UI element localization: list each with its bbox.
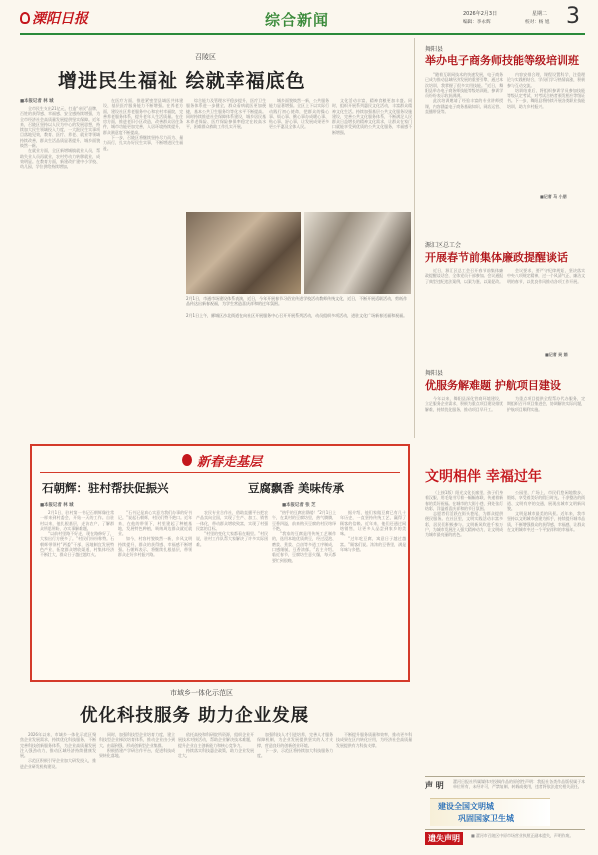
civilization-banner xyxy=(430,798,550,826)
feature-col2: “石书记是真心实意为我们办事的好书记。”说起石朝辉，村民们赞不绝口。近年来，在他的带领下，村里建起了种植基地，发展特色种植，吸纳周边群众就近就业。 如今，村容村貌焕然一新，乡风文明持续提升，群众的获得感、幸福感不断增强。石朝辉表示，将继续扎根基层，带领群众走好乡村振兴路。 xyxy=(118,510,192,558)
right1-credit: ■记者 马 小朋 xyxy=(540,194,567,199)
right3-headline: 优服务解难题 护航项目建设 xyxy=(425,379,561,392)
right2-credit: ■记者 吴 娟 xyxy=(545,352,568,357)
lead-headline: 增进民生福祉 绘就幸福底色 xyxy=(58,70,306,92)
lantern-icon xyxy=(182,454,192,466)
lead-photo-right xyxy=(304,212,411,294)
right2-headline: 开展春节前集体廉政提醒谈话 xyxy=(425,251,568,264)
banner-line-2: 巩固国家卫生城 xyxy=(458,814,514,823)
statement-label: 声 明 xyxy=(425,781,444,790)
lead-body-col1: 全市民生支出21亿元，打造“亲民”品牌，百姓的获得感、幸福感、安全感持续增强，为全市经济社会高质量发展提供坚实保障。近年来，召陵区坚持以人民为中心的发展思想，持续加大民生领域投入力度，一大批民生实事项目落地见效，教育、医疗、养老、就业等领域持续改善，群众生活品质显著提升，城乡面貌焕然一新。 在就业方面，全区新增城镇就业人员，帮助失业人员再就业，农村劳动力转移就业，成效明显。在教育方面，新建改扩建中小学校、幼儿园，学位供给持续增加。 xyxy=(20,106,100,170)
feature-banner-rule xyxy=(40,472,400,473)
logo-text: 溧阳日报 xyxy=(32,11,88,27)
bottom-col1: 2026年以来，市域乡一体化示范区聚焦企业发展需求，持续优化科技服务，不断完善科技创新服务体系，为企业高质量发展注入强劲动力，推动区域经济持续健康发展。 示范区积极引导企业加大研发投入，推进企业研发机构建设。 xyxy=(20,732,96,769)
editor-credit: 编辑：李永辉 xyxy=(463,20,491,25)
right1-body-b: 内容安排合理，课程设置科学，注重理论与实践相结合，学员们学习热情高涨，积极参与互动交流。 培训结束后，将组织参训学员参加技能等级认定考试，对考试合格者颁发相应等级证书。下一步，舞阳县将持续开展各类职业技能培训，助力乡村振兴。 xyxy=(507,72,585,109)
lost-notice xyxy=(425,829,585,849)
right1-headline: 举办电子商务师技能等级培训班 xyxy=(425,54,579,67)
lost-text: ■ 漯河市召陵区中原市场营业执照正副本遗失，声明作废。 xyxy=(471,833,574,838)
page-number: 3 xyxy=(566,4,580,29)
bottom-col5: 不断提升服务质量和效率，推动更多科技成果在区内转化应用，为经济社会高质量发展提供有力科技支撑。 xyxy=(336,732,412,748)
masthead xyxy=(20,6,585,32)
banner-line-1: 建设全国文明城 xyxy=(438,802,494,811)
right-lower-headline: 文明相伴 幸福过年 xyxy=(425,469,542,485)
lead-photo-caption-2: 2月1日上午，郾城区沙北街道在向社区开展服务中心召开开展系列活动，动员组织多项活动，进驻文化广场新春送福和祝福。 xyxy=(186,313,408,318)
lead-body-col5: 文化活动丰富，精神食粮更加丰盛。同时，组织开展系列惠民文化活动，丰富群众精神文化生活。持续加强基层公共文化服务设施建设，完善公共文化服务体系，不断满足人民群众日益增长的精神文化需求，让群众在家门口就能享受到优质的公共文化服务，幸福感不断增强。 xyxy=(332,98,412,135)
lead-body-col2: 在医疗方面，推进紧密型县域医共体建设，基层医疗服务能力不断增强。在养老方面，建设社区养老服务中心和农村幸福院，完善养老服务体系，提升老年人生活质量。在住房方面，推进老旧小区改造，改善群众居住条件，城市功能更加完善，人居环境持续提升，群众满意度不断提高。 下一步，召陵区将继续坚持尽力而为、量力而行，扎实办好民生实事，不断增进民生福祉。 xyxy=(103,98,183,151)
right3-dateline: 舞阳县 xyxy=(425,370,444,377)
lost-label: 遗失声明 xyxy=(425,832,463,845)
feature-box xyxy=(30,444,410,682)
feature-right-headline: 豆腐飘香 美味传承 xyxy=(248,481,345,495)
right1-body-a: “随着互联网技术的快速发展，电子商务已成为推动县域经济发展的重要引擎，通过本次培训，我掌握了很多实用技能。”近日，舞阳县举办电子商务师技能等级培训班，参训学员纷纷表示收获满满。 此次培训邀请了经验丰富的专业讲师授课，内容涵盖电子商务基础知识、网店运营、直播带货等。 xyxy=(425,72,503,115)
bottom-dateline: 市域乡一体化示范区 xyxy=(170,689,233,697)
bottom-col3: 依托高校和科研院所资源，组织企业开展技术对接活动，帮助企业解决技术难题，提升企业自主创新能力和核心竞争力。 持续落实科技惠企政策，助力企业发展壮大。 xyxy=(178,732,254,759)
right-lower-body-b: 公园里，广场上，市民们悠闲地散步、锻炼，享受着美好的假日时光。干净整洁的街道、文明有序的交通，展现出城市文明新风貌。 文明是城市最美的风景。近年来，我市坚持以文明城市创建为抓手，持续提升城市品质，不断增强群众的获得感、幸福感，让群众在文明城市中过一个平安祥和的幸福年。 xyxy=(507,490,585,533)
bottom-col4: 加强科技人才引进培养，完善人才服务保障机制，为企业发展提供坚实的人才支撑，营造良好的创新创业环境。 下一步，示范区将持续加大科技服务力度。 xyxy=(257,732,333,759)
lead-body-col4: 城乡面貌焕然一新，公共服务能力显著增强。全区上下以实际行动践行初心使命，把群众的操心事、烦心事、揪心事办成暖心事、贴心事、舒心事，让发展成果更多更公平惠及全体人民。 xyxy=(269,98,329,130)
lead-dateline: 召陵区 xyxy=(195,53,216,61)
feature-col3: 农民专业合作社，借助直播平台把农产品卖向全国，实现了生产、加工、销售一体化，带动群众增收致富，实现了村强民富的目标。 “村里的变化大家都看在眼里。”村民说，驻村工作队帮大家解决了许多实际困难。 xyxy=(196,510,268,547)
statement-text: 漯河日报社所属媒体对投稿作品的原创性声明：我报社各类作品版权属于本单位所有，未经许可，严禁复制、转载或使用，违者将依法追究相关责任。 xyxy=(453,779,585,790)
feature-col1: 2月1日，驻村第一书记石朝辉像往常一样来到村委会，开始一天的工作。自驻村以来，他扎根基层，走访农户，了解群众所思所盼，办实事解难题。 “以前村里路不好走，现在路修好了，大家出行方便多了。”村民们纷纷称赞。石朝辉带领村“两委”干部，因地制宜发展特色产业，拓宽群众增收渠道，村集体经济不断壮大，群众日子越过越红火。 xyxy=(40,510,114,558)
section-title: 综合新闻 xyxy=(265,11,330,29)
lead-body-bottom xyxy=(20,330,411,358)
feature-right-byline: ■本报记者 张 芝 xyxy=(282,503,316,508)
right2-body-b: 会议要求，要严守纪律规矩，坚决落实中央八项规定精神，过一个风清气正、廉洁文明的春节，以优良作风推动各项工作开展。 xyxy=(507,268,585,284)
column-divider xyxy=(414,38,415,438)
masthead-rule xyxy=(20,33,585,35)
right2-dateline: 源汇区总工会 xyxy=(425,242,462,249)
feature-col5: 据介绍，他们家做豆腐已有几十年历史，一直坚持传统工艺，赢得了顾客的信赖。近年来，他们还通过网络销售，让更多人品尝到家乡的美味。 “过年吃豆腐，寓意日子越过越富。”顾客们说。浓浓的豆香里，满是年味与乡愁。 xyxy=(340,510,406,553)
issue-weekday: 星期二 xyxy=(532,11,548,17)
feature-left-headline: 石朝辉：驻村帮扶促振兴 xyxy=(42,481,169,495)
lead-photo-caption: 2月1日，市通市场建设体系表演，近日，今年开展春节习俗宣传进学校活动教师传统文化，近日，不断开展适联活动，剪纸作品传达出新春祝福，为学生营造喜庆祥和的过年氛围。 xyxy=(186,296,408,307)
lead-photo-left xyxy=(186,212,301,294)
right2-body-a: 近日，源汇区总工会召开春节前集体廉政提醒谈话会，全体党员干部参加。会议通报了典型违纪违法案例，以案为鉴、以案促改。 xyxy=(425,268,503,284)
right3-body-b: 为重点项目提供全程帮办代办服务，定期组织召开项目推进会，协调解决实际问题，护航项目顺利实施。 xyxy=(507,396,585,412)
proof-credit: 校对：杨 旭 xyxy=(525,20,550,25)
logo-emblem-icon xyxy=(20,12,30,24)
feature-banner-text: 新春走基层 xyxy=(196,454,262,470)
statement-notice xyxy=(425,776,585,796)
feature-banner xyxy=(152,450,292,470)
bottom-col2: 同时，加强科技型企业培育力度，建立科技型企业梯次培育体系，推动企业由小到大、由弱到强，形成创新型企业集群。 积极搭建产学研合作平台，促进科技成果转化落地。 xyxy=(99,732,175,759)
right-lower-body-a: （上接1版）阳光文化长廊里，孩子们身着汉服，用毛笔书写着一幅幅春联，传递着新春的美好祝福。在城市的大街小巷，到处张灯结彩，洋溢着喜庆祥和的节日氛围。 志愿者们活跃在街头巷尾，为群众提供便民服务。在社区里，文明实践活动丰富多彩，居民们积极参与。文明新风吹进千家万户，为城市发展注入强大精神动力，让文明成为城市最亮丽的底色。 xyxy=(425,490,503,538)
lead-body-col3: 综合能力及管理水平稳步提升，医疗卫生服务体系进一步健全，群众看病就医更加便捷，基本公共卫生服务均等化水平不断提高。同时持续推进社会保障体系建设，城乡居民基本养老保险、医疗保险参保率稳定在较高水平，困难群众救助工作扎实开展。 xyxy=(186,98,266,130)
feature-col4: “热乎的豆腐出锅喽！”2月1日上午，在某村的豆腐坊里，热气腾腾，豆香四溢，前来购买豆腐的村民络绎不绝。 “我家的豆腐是用传统工艺制作的，选用本地优质黄豆，经过浸泡、磨浆、煮浆、点卤等多道工序制成，口感细腻，豆香浓郁。”店主介绍。临近春节，豆腐坊生意火爆，每天都要忙到很晚。 xyxy=(272,510,336,563)
right3-body-a: 今年以来，舞阳县深化营商环境建设，立足服务企业需求，积极为重点项目建设排忧解难，持续优化服务，推动项目早开工。 xyxy=(425,396,503,412)
feature-left-byline: ■本报记者 林 城 xyxy=(40,503,74,508)
newspaper-logo xyxy=(20,8,112,28)
right1-dateline: 舞阳县 xyxy=(425,46,444,53)
issue-date: 2026年2月3日 xyxy=(463,11,498,17)
bottom-headline: 优化科技服务 助力企业发展 xyxy=(80,706,310,726)
lead-byline: ■本报记者 林 城 xyxy=(20,99,54,104)
